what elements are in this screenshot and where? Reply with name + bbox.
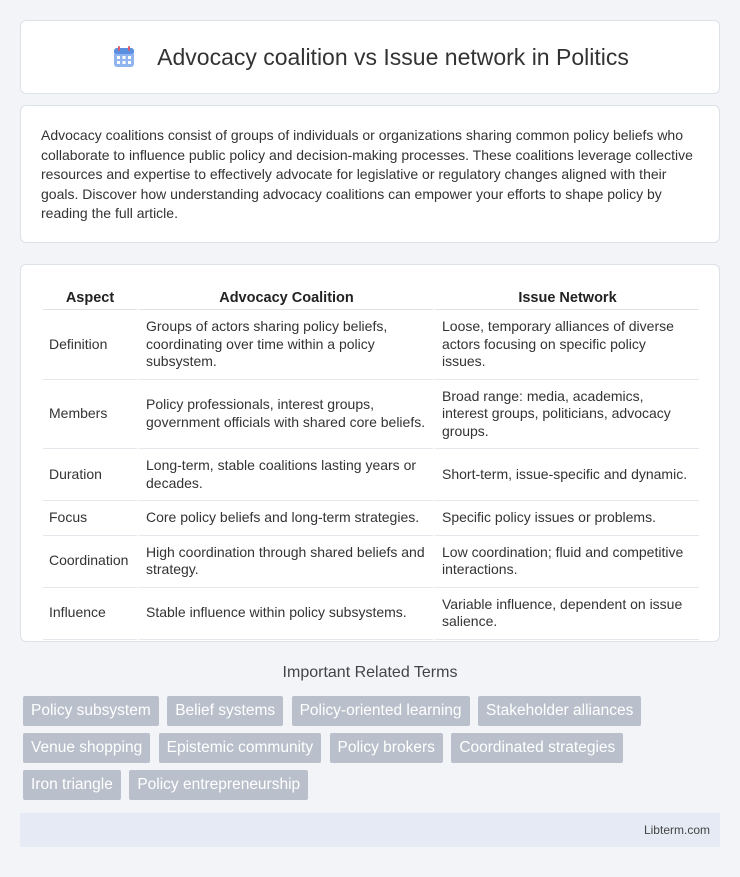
related-terms-list <box>23 696 723 807</box>
intro-card <box>20 105 720 243</box>
aspect-cell: Coordination <box>43 536 137 588</box>
table-row <box>43 501 699 536</box>
advocacy-cell: Groups of actors sharing policy beliefs, coordinating over time within a policy subsystem. <box>137 310 433 380</box>
table-row <box>43 380 699 450</box>
related-term-tag[interactable]: Policy entrepreneurship <box>129 770 308 800</box>
advocacy-cell: Core policy beliefs and long-term strategies. <box>137 501 433 536</box>
related-term-tag[interactable]: Stakeholder alliances <box>478 696 641 726</box>
table-header-row <box>43 287 699 310</box>
related-term-tag[interactable]: Belief systems <box>167 696 283 726</box>
issue-cell: Specific policy issues or problems. <box>433 501 699 536</box>
footer <box>20 813 720 847</box>
table-row <box>43 310 699 380</box>
related-term-tag[interactable]: Iron triangle <box>23 770 121 800</box>
intro-text: Advocacy coalitions consist of groups of individuals or organizations sharing common policy beliefs who collaborate to influence public policy and decision-making processes. These coalitions leverage collective resources and expertise to effectively advocate for legislative or regulatory changes aligned with their goals. Discover how understanding advocacy coalitions can empower your efforts to shape policy by reading the full article. <box>41 127 693 221</box>
aspect-cell: Definition <box>43 310 137 380</box>
related-term-tag[interactable]: Coordinated strategies <box>451 733 623 763</box>
related-term-tag[interactable]: Venue shopping <box>23 733 150 763</box>
advocacy-cell: High coordination through shared beliefs and strategy. <box>137 536 433 588</box>
issue-cell: Low coordination; fluid and competitive interactions. <box>433 536 699 588</box>
aspect-cell: Duration <box>43 449 137 501</box>
related-term-tag[interactable]: Epistemic community <box>159 733 321 763</box>
advocacy-cell: Long-term, stable coalitions lasting years or decades. <box>137 449 433 501</box>
advocacy-cell: Policy professionals, interest groups, government officials with shared core beliefs. <box>137 380 433 450</box>
header-issue-network: Issue Network <box>433 287 699 310</box>
related-term-tag[interactable]: Policy brokers <box>330 733 443 763</box>
comparison-table <box>43 287 699 640</box>
aspect-cell: Focus <box>43 501 137 536</box>
table-row <box>43 536 699 588</box>
table-row <box>43 588 699 640</box>
related-term-tag[interactable]: Policy-oriented learning <box>292 696 470 726</box>
comparison-card <box>20 264 720 642</box>
aspect-cell: Influence <box>43 588 137 640</box>
issue-cell: Variable influence, dependent on issue salience. <box>433 588 699 640</box>
issue-cell: Loose, temporary alliances of diverse actors focusing on specific policy issues. <box>433 310 699 380</box>
advocacy-cell: Stable influence within policy subsystems. <box>137 588 433 640</box>
footer-site-link[interactable]: Libterm.com <box>643 823 710 837</box>
related-term-tag[interactable]: Policy subsystem <box>23 696 159 726</box>
aspect-cell: Members <box>43 380 137 450</box>
issue-cell: Broad range: media, academics, interest groups, politicians, advocacy groups. <box>433 380 699 450</box>
related-terms-title: Important Related Terms <box>282 664 458 681</box>
issue-cell: Short-term, issue-specific and dynamic. <box>433 449 699 501</box>
calendar-grid-icon <box>111 44 137 70</box>
header-advocacy-coalition: Advocacy Coalition <box>137 287 433 310</box>
table-row <box>43 449 699 501</box>
header-aspect: Aspect <box>43 287 137 310</box>
page-header <box>20 20 720 94</box>
page-title: Advocacy coalition vs Issue network in Politics <box>157 43 629 70</box>
